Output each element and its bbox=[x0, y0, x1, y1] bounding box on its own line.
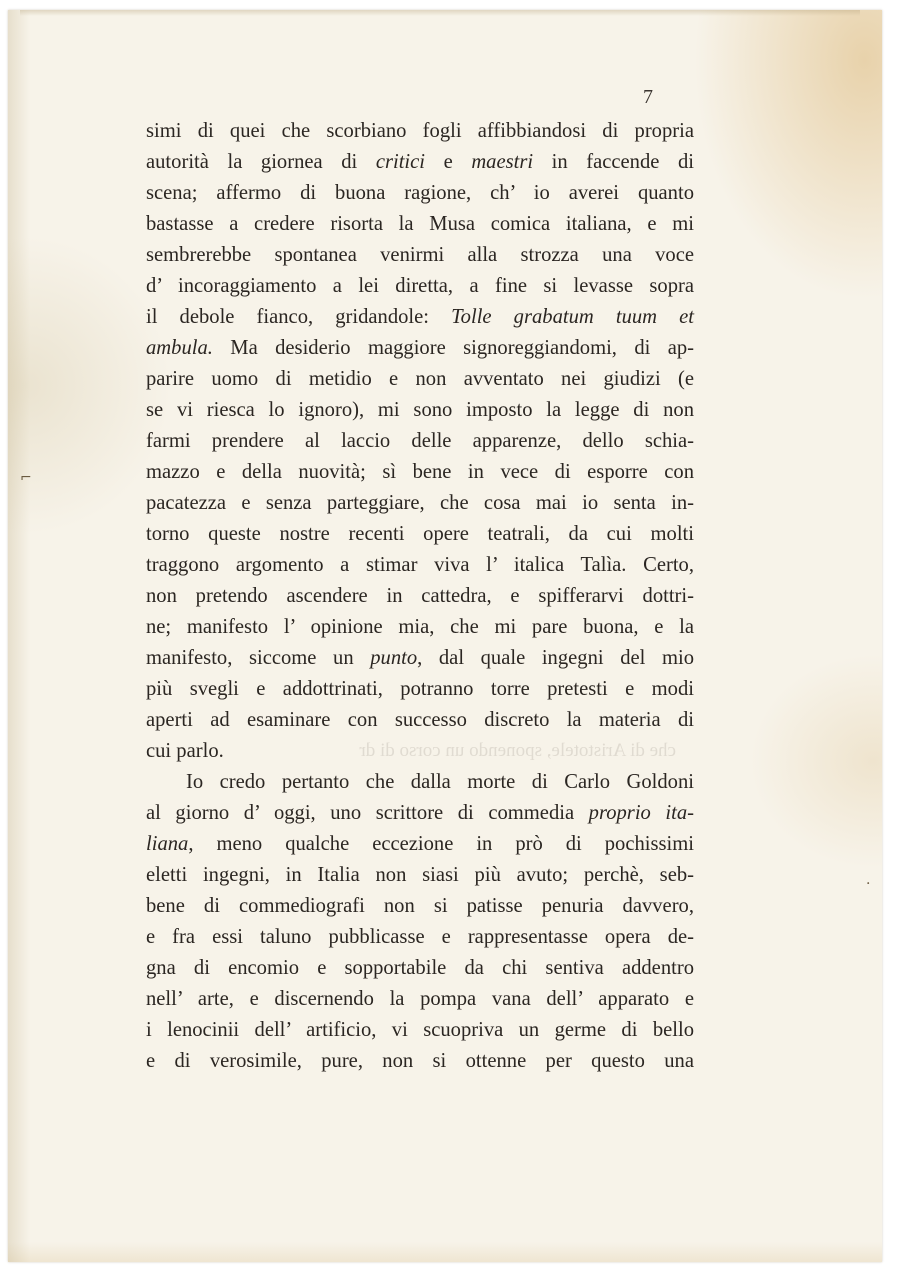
text-segment: bene di commediografi non si patisse penuria davvero, bbox=[146, 895, 694, 917]
text-line bbox=[146, 1015, 694, 1046]
text-line bbox=[146, 674, 694, 705]
text-segment: manifesto, siccome un bbox=[146, 647, 371, 669]
italic-text: liana bbox=[146, 833, 189, 855]
text-line bbox=[146, 984, 694, 1015]
text-line bbox=[146, 395, 694, 426]
page-number: 7 bbox=[643, 86, 653, 108]
text-segment: sembrerebbe spontanea venirmi alla strozza una voce bbox=[146, 244, 694, 266]
text-line bbox=[146, 736, 694, 767]
text-segment: , dal quale ingegni del mio bbox=[417, 647, 694, 669]
text-segment: i lenocinii dell’ artificio, vi scuopriva un germe di bello bbox=[146, 1019, 694, 1041]
text-line bbox=[146, 271, 694, 302]
italic-text: maestri bbox=[471, 151, 534, 173]
margin-mark: ⌐ bbox=[20, 470, 32, 486]
text-line bbox=[146, 767, 694, 798]
text-line bbox=[146, 178, 694, 209]
text-segment: più svegli e addottrinati, potranno torre pretesti e modi bbox=[146, 678, 694, 700]
text-segment: e di verosimile, pure, non si ottenne per questo una bbox=[146, 1050, 694, 1072]
text-line bbox=[146, 116, 694, 147]
ink-fleck: · bbox=[866, 876, 871, 892]
text-segment: e fra essi taluno pubblicasse e rappresentasse opera de- bbox=[146, 926, 694, 948]
italic-text: Tolle grabatum tuum et bbox=[451, 306, 695, 328]
text-segment: Ma desiderio maggiore signoreggiandomi, di ap- bbox=[212, 337, 694, 359]
text-line bbox=[146, 209, 694, 240]
text-segment: simi di quei che scorbiano fogli affibbiandosi di propria bbox=[146, 120, 694, 142]
italic-text: critici bbox=[375, 151, 426, 173]
text-line bbox=[146, 364, 694, 395]
text-segment: , meno qualche eccezione in prò di pochissimi bbox=[188, 833, 694, 855]
text-line bbox=[146, 953, 694, 984]
text-segment: al giorno d’ oggi, uno scrittore di commedia bbox=[146, 802, 589, 824]
text-segment: farmi prendere al laccio delle apparenze, dello schia- bbox=[146, 430, 694, 452]
text-segment: non pretendo ascendere in cattedra, e spifferarvi dottri- bbox=[146, 585, 694, 607]
text-line bbox=[146, 891, 694, 922]
text-segment: autorità la giornea di bbox=[146, 151, 376, 173]
text-segment: e bbox=[425, 151, 472, 173]
text-segment: in faccende di bbox=[533, 151, 695, 173]
text-segment: ne; manifesto l’ opinione mia, che mi pare buona, e la bbox=[146, 616, 694, 638]
text-line bbox=[146, 860, 694, 891]
text-segment: pacatezza e senza parteggiare, che cosa mai io senta in- bbox=[146, 492, 694, 514]
text-segment: se vi riesca lo ignoro), mi sono imposto la legge di non bbox=[146, 399, 694, 421]
text-line bbox=[146, 705, 694, 736]
text-segment: il debole fianco, gridandole: bbox=[146, 306, 452, 328]
text-line bbox=[146, 488, 694, 519]
text-segment: scena; affermo di buona ragione, ch’ io averei quanto bbox=[146, 182, 694, 204]
text-segment: parire uomo di metidio e non avventato nei giudizi (e bbox=[146, 368, 694, 390]
text-line bbox=[146, 1046, 694, 1077]
italic-text: proprio ita- bbox=[588, 802, 695, 824]
text-segment: Io credo pertanto che dalla morte di Carlo Goldoni bbox=[186, 771, 694, 793]
text-line bbox=[146, 333, 694, 364]
text-segment: d’ incoraggiamento a lei diretta, a fine si levasse sopra bbox=[146, 275, 694, 297]
italic-text: ambula. bbox=[146, 337, 213, 359]
text-segment: eletti ingegni, in Italia non siasi più avuto; perchè, seb- bbox=[146, 864, 694, 886]
text-segment: aperti ad esaminare con successo discreto la materia di bbox=[146, 709, 694, 731]
text-segment: torno queste nostre recenti opere teatrali, da cui molti bbox=[146, 523, 694, 545]
body-text bbox=[146, 116, 694, 1077]
text-line bbox=[146, 519, 694, 550]
text-line bbox=[146, 302, 694, 333]
text-line bbox=[146, 612, 694, 643]
text-segment: gna di encomio e sopportabile da chi sentiva addentro bbox=[146, 957, 694, 979]
text-segment: cui parlo. bbox=[146, 740, 224, 762]
text-line bbox=[146, 829, 694, 860]
text-line bbox=[146, 643, 694, 674]
text-line bbox=[146, 426, 694, 457]
text-segment: traggono argomento a stimar viva l’ italica Talìa. Certo, bbox=[146, 554, 694, 576]
page-top-edge bbox=[20, 10, 860, 16]
text-line bbox=[146, 581, 694, 612]
text-line bbox=[146, 550, 694, 581]
italic-text: punto bbox=[370, 647, 418, 669]
show-through-text: che di Aristotele, sponendo un corso di dr bbox=[359, 740, 676, 761]
text-segment: mazzo e della nuovità; sì bene in vece di esporre con bbox=[146, 461, 694, 483]
text-line bbox=[146, 147, 694, 178]
text-line bbox=[146, 798, 694, 829]
text-line bbox=[146, 240, 694, 271]
text-segment: bastasse a credere risorta la Musa comica italiana, e mi bbox=[146, 213, 694, 235]
text-line bbox=[146, 457, 694, 488]
text-segment: nell’ arte, e discernendo la pompa vana dell’ apparato e bbox=[146, 988, 694, 1010]
text-line bbox=[146, 922, 694, 953]
